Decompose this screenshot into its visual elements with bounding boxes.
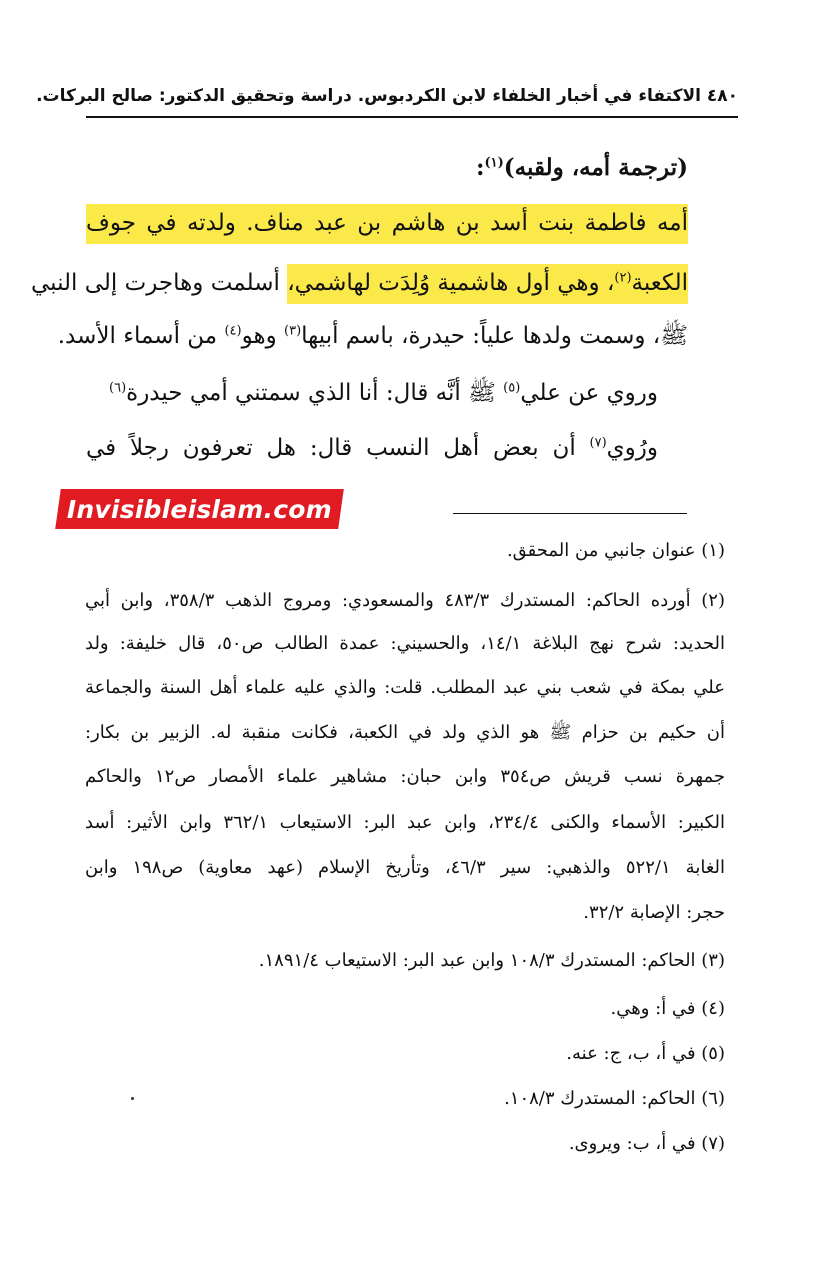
heading-text: (ترجمة أمه، ولقبه) — [503, 154, 688, 181]
footnote-2-line-2: الحديد: شرح نهج البلاغة ١٤/١، والحسيني: عمدة الطالب ص٥٠، قال خليفة: ولد — [85, 633, 725, 654]
footnote-1: (١) عنوان جانبي من المحقق. — [506, 540, 725, 561]
footnote-2-line-3: علي بمكة في شعب بني عبد المطلب. قلت: والذي عليه علماء أهل السنة والجماعة — [85, 677, 725, 698]
body-line-6 — [86, 437, 658, 460]
footnote-2-line-5: جمهرة نسب قريش ص٣٥٤ وابن حبان: مشاهير علماء الأمصار ص١٢ والحاكم — [85, 766, 725, 787]
footnote-7: (٧) في أ، ب: ويروى. — [568, 1133, 725, 1154]
line-4-a: ﷺ، وسمت ولدها علياً: حيدرة، باسم أبيها — [301, 323, 688, 349]
body-line-4 — [57, 323, 688, 349]
footnote-ref-6: (٦) — [109, 380, 127, 396]
footnote-ref-4: (٤) — [224, 323, 242, 339]
line-5-b: ﷺ أنَّه قال: أنا الذي سمتني أمي حيدرة — [126, 380, 504, 406]
body-line-2 — [86, 212, 688, 235]
footnote-4: (٤) في أ: وهي. — [610, 998, 725, 1019]
footnote-5: (٥) في أ، ب، ج: عنه. — [566, 1043, 725, 1064]
line-6-a: ورُوي — [606, 435, 658, 461]
heading-colon: : — [476, 154, 485, 181]
watermark-text: Invisibleislam.com — [67, 494, 332, 524]
line-3-rest: أسلمت وهاجرت إلى النبي — [30, 270, 288, 296]
footnote-2-line-8: حجر: الإصابة ٣٢/٢. — [583, 902, 725, 923]
footnote-3: (٣) الحاكم: المستدرك ١٠٨/٣ وابن عبد البر: الاستيعاب ١٨٩١/٤. — [258, 950, 725, 971]
section-heading — [86, 156, 688, 179]
footnote-2-line-7: الغابة ٥٢٢/١ والذهبي: سير ٤٦/٣، وتأريخ الإسلام (عهد معاوية) ص١٩٨ وابن — [85, 857, 725, 878]
watermark-banner — [55, 489, 344, 529]
line-6-b: أن بعض أهل النسب قال: هل تعرفون رجلاً في — [86, 435, 590, 461]
footnote-separator — [453, 513, 687, 514]
body-line-3 — [30, 270, 688, 296]
line-4-c: من أسماء الأسد. — [57, 323, 225, 349]
footnote-ref-3: (٣) — [284, 323, 302, 339]
page-header — [36, 86, 738, 118]
highlighted-text — [287, 264, 688, 304]
highlighted-text: أمه فاطمة بنت أسد بن هاشم بن عبد مناف. ولدته في جوف — [86, 204, 688, 244]
footnote-6: (٦) الحاكم: المستدرك ١٠٨/٣. — [504, 1088, 725, 1109]
stray-dot — [131, 1097, 134, 1100]
header-text: ٤٨٠ الاكتفاء في أخبار الخلفاء لابن الكردبوس. دراسة وتحقيق الدكتور: صالح البركات. — [36, 86, 738, 106]
footnote-2-line-6: الكبير: الأسماء والكنى ٢٣٤/٤، وابن عبد البر: الاستيعاب ٣٦٢/١ وابن الأثير: أسد — [85, 812, 725, 833]
line-4-b: وهو — [241, 323, 285, 349]
footnote-2-line-4: أن حكيم بن حزام ﷺ هو الذي ولد في الكعبة، فكانت منقبة له. الزبير بن بكار: — [85, 722, 725, 743]
footnote-ref-5: (٥) — [503, 380, 521, 396]
body-line-5 — [56, 382, 658, 405]
heading-ref: (١) — [484, 155, 504, 171]
footnote-ref-2: (٢) — [614, 270, 632, 286]
line-5-a: وروي عن علي — [520, 380, 658, 406]
footnote-2-line-1: (٢) أورده الحاكم: المستدرك ٤٨٣/٣ والمسعودي: ومروج الذهب ٣٥٨/٣، وابن أبي — [85, 590, 725, 611]
highlight-part-b: ، وهي أول هاشمية وُلِدَت لهاشمي، — [287, 270, 615, 296]
footnote-ref-7: (٧) — [589, 435, 607, 451]
highlight-part-a: الكعبة — [631, 270, 688, 296]
